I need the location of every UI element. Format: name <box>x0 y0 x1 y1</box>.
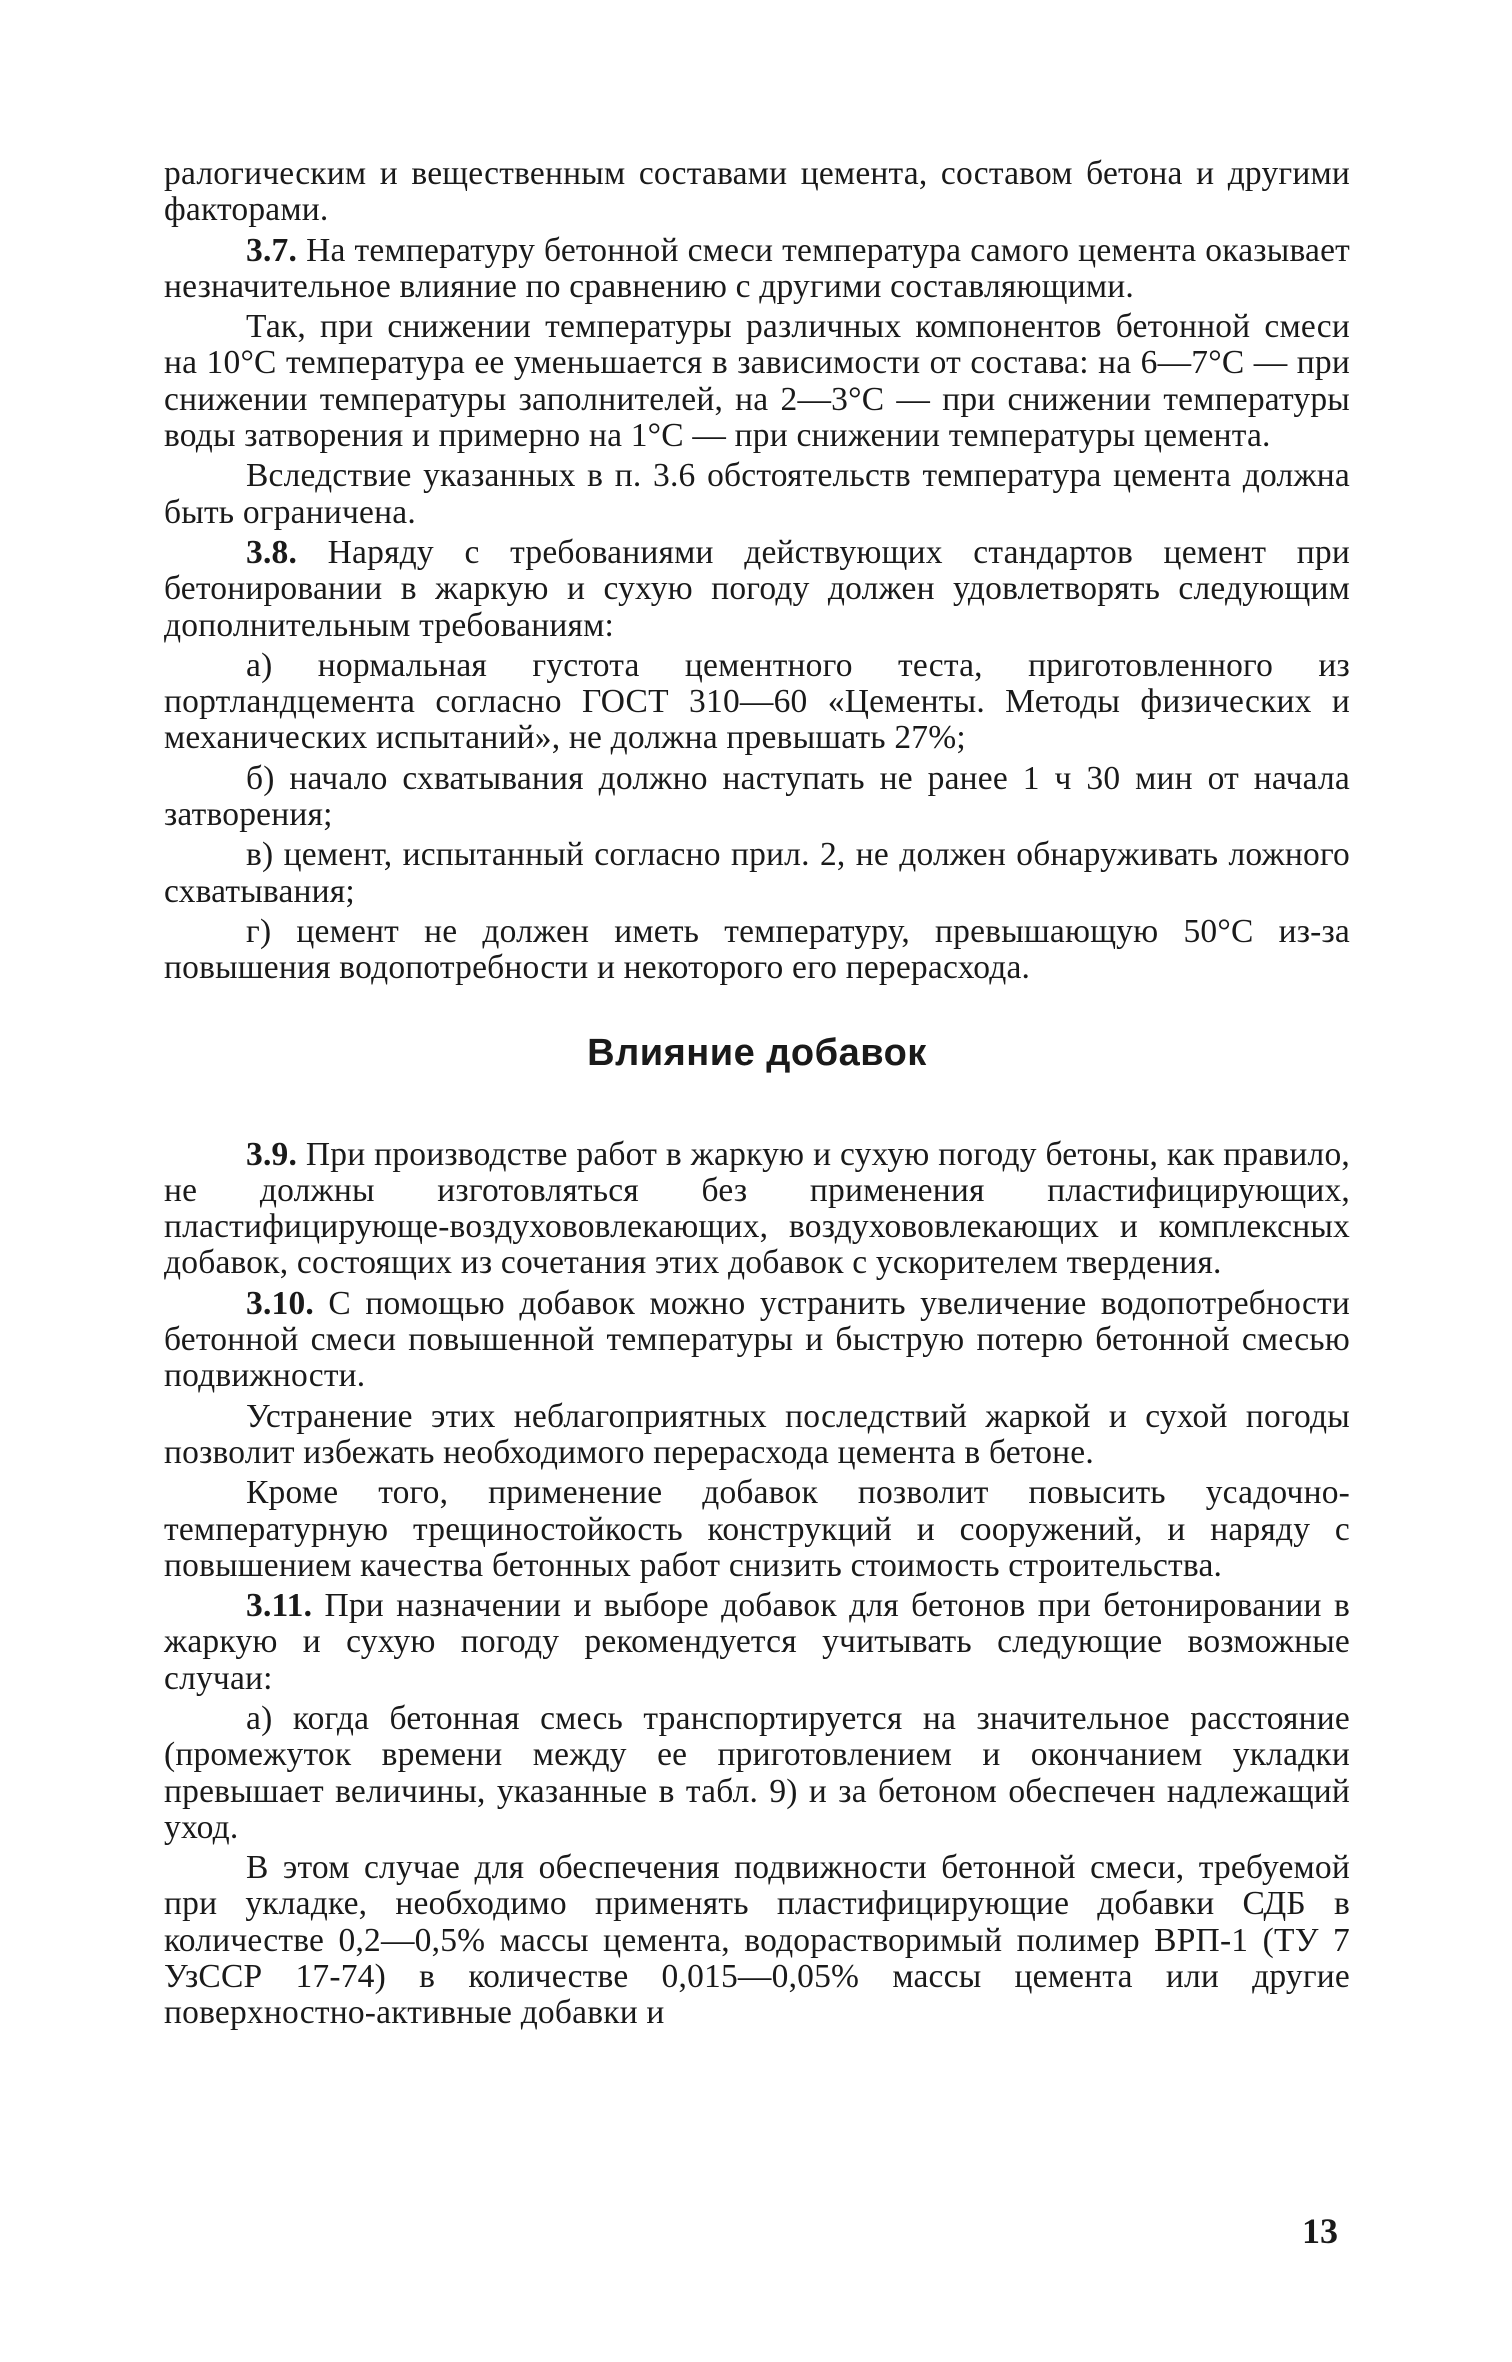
paragraph-text: При производстве работ в жаркую и сухую погоду бетоны, как правило, не должны изготовляться без применения пластифицирующих, пластифицирующе-воздухововлекающих, воздухововлекающих и комплексных добавок, состоящих из сочетания этих добавок с ускорителем твердения. <box>164 1135 1350 1282</box>
paragraph-text: На температуру бетонной смеси температура самого цемента оказывает незначительное влияние по сравнению с другими составляющими. <box>164 231 1350 305</box>
paragraph-text: ралогическим и вещественным составами цемента, составом бетона и другими факторами. <box>164 155 1350 229</box>
paragraph-3-8 <box>164 535 1350 644</box>
paragraph-continuation <box>164 156 1350 229</box>
clause-number: 3.9. <box>246 1135 298 1173</box>
list-item-g <box>164 914 1350 987</box>
paragraph-3-9 <box>164 1137 1350 1282</box>
page-number: 13 <box>1302 2211 1338 2251</box>
paragraph-3-7 <box>164 233 1350 306</box>
paragraph-text: С помощью добавок можно устранить увеличение водопотребности бетонной смеси повышенной температуры и быструю потерю бетонной смесью подвижности. <box>164 1284 1350 1395</box>
paragraph-text: г) цемент не должен иметь температуру, превышающую 50°С из-за повышения водопотребности и некоторого его перерасхода. <box>164 912 1350 987</box>
text-column <box>164 156 1350 2036</box>
paragraph-text: Кроме того, применение добавок позволит повысить усадочно-температурную трещиностойкость конструкций и сооружений, и наряду с повышением качества бетонных работ снизить стоимость строительства. <box>164 1474 1350 1584</box>
clause-number: 3.8. <box>246 533 298 571</box>
clause-number: 3.10. <box>246 1284 314 1322</box>
paragraph <box>164 1475 1350 1584</box>
list-item-a <box>164 1701 1350 1846</box>
paragraph-text: Устранение этих неблагоприятных последствий жаркой и сухой погоды позволит избежать необходимого перерасхода цемента в бетоне. <box>164 1397 1350 1471</box>
clause-number: 3.7. <box>246 231 298 269</box>
paragraph-text: в) цемент, испытанный согласно прил. 2, не должен обнаруживать ложного схватывания; <box>164 836 1350 910</box>
paragraph-text: В этом случае для обеспечения подвижности бетонной смеси, требуемой при укладке, необходимо применять пластифицирующие добавки СДБ в количестве 0,2—0,5% массы цемента, водорастворимый полимер ВРП-1 (ТУ 7 УзССР 17-74) в количестве 0,015—0,05% массы цемента или другие поверхностно-активные добавки и <box>164 1849 1350 2032</box>
paragraph-3-10 <box>164 1286 1350 1395</box>
list-item-v <box>164 837 1350 910</box>
paragraph <box>164 309 1350 454</box>
paragraph-text: а) нормальная густота цементного теста, приготовленного из портландцемента согласно ГОСТ 310—60 «Цементы. Методы физических и механических испытаний», не должна превышать 27%; <box>164 646 1350 757</box>
paragraph-text: Наряду с требованиями действующих стандартов цемент при бетонировании в жаркую и сухую погоду должен удовлетворять следующим дополнительным требованиям: <box>164 533 1350 644</box>
list-item-b <box>164 761 1350 834</box>
paragraph <box>164 458 1350 531</box>
paragraph-text: Так, при снижении температуры различных компонентов бетонной смеси на 10°С температура ее уменьшается в зависимости от состава: на 6—7°С — при снижении температуры заполнителей, на 2—3°С — при снижении температуры воды затворения и примерно на 1°С — при снижении температуры цемента. <box>164 308 1350 455</box>
paragraph-text: б) начало схватывания должно наступать не ранее 1 ч 30 мин от начала затворения; <box>164 759 1350 834</box>
section-heading: Влияние добавок <box>587 1031 927 1074</box>
paragraph <box>164 1850 1350 2031</box>
paragraph-3-11 <box>164 1588 1350 1697</box>
paragraph-text: Вследствие указанных в п. 3.6 обстоятельств температура цемента должна быть ограничена. <box>164 457 1350 531</box>
paragraph-text: При назначении и выборе добавок для бетонов при бетонировании в жаркую и сухую погоду рекомендуется учитывать следующие возможные случаи: <box>164 1587 1350 1697</box>
list-item-a <box>164 648 1350 757</box>
paragraph <box>164 1399 1350 1472</box>
paragraph-text: а) когда бетонная смесь транспортируется на значительное расстояние (промежуток времени между ее приготовлением и окончанием укладки превышает величины, указанные в табл. 9) и за бетоном обеспечен надлежащий уход. <box>164 1699 1350 1846</box>
clause-number: 3.11. <box>246 1587 313 1625</box>
